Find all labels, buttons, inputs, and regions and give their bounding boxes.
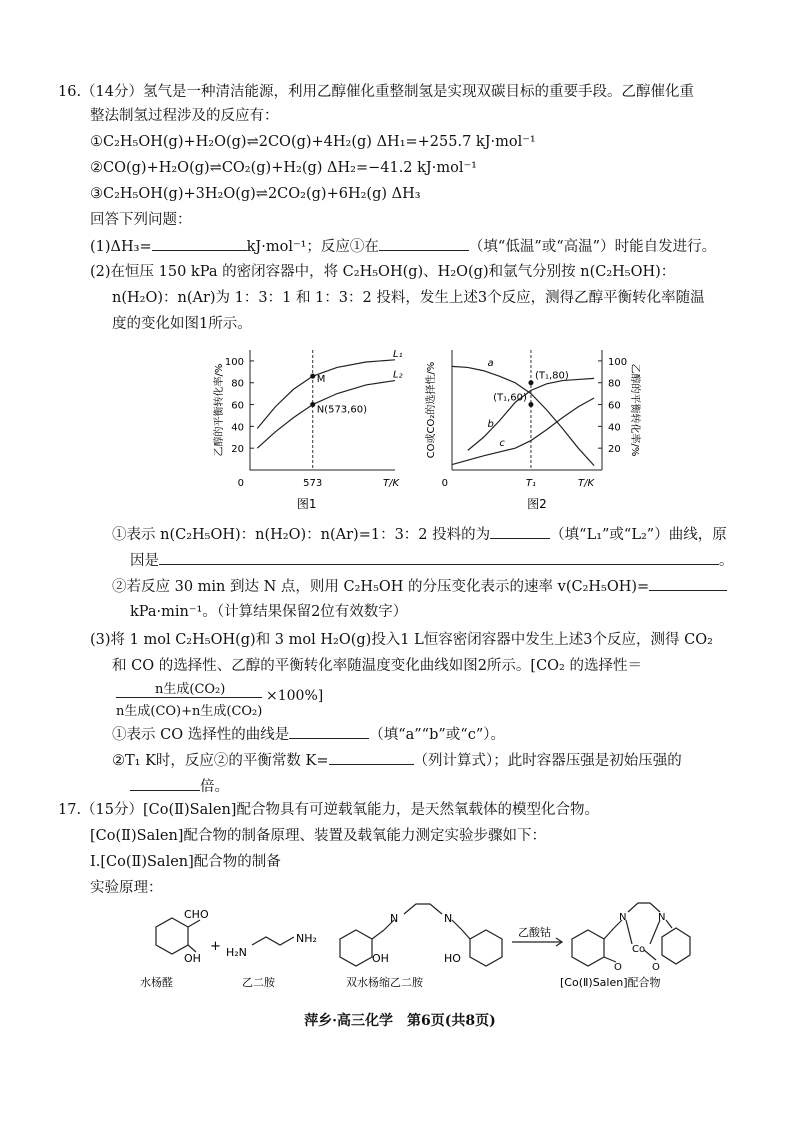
- part1-text-c: （填“低温”或“高温”）时能自发进行。: [468, 239, 717, 255]
- sub1-text-d: 。: [719, 553, 734, 569]
- ligand-oh: OH: [372, 952, 389, 965]
- x-tick-label: T₁: [525, 478, 537, 489]
- q17-line3: Ⅰ.[Co(Ⅱ)Salen]配合物的制备: [90, 854, 281, 870]
- reaction-3: ③C₂H₅OH(g)+3H₂O(g)⇌2CO₂(g)+6H₂(g) ΔH₃: [90, 186, 421, 202]
- ligand-n-right: N: [444, 912, 453, 925]
- y-tick-label-right: 60: [608, 400, 621, 412]
- series-1-line: [257, 360, 395, 429]
- y-tick-label-right: 100: [608, 356, 628, 368]
- sub2-text-a: ②若反应 30 min 到达 N 点，则用 C₂H₅OH 的分压变化表示的速率 v(C₂H₅OH)=: [112, 579, 650, 595]
- complex-n-right: N: [658, 912, 666, 923]
- sub3-line3: [130, 776, 229, 797]
- answer-blank-temp[interactable]: [379, 236, 469, 251]
- sub3-line1: [112, 724, 505, 745]
- series-a-line: [452, 366, 594, 465]
- figure-2-title: 图2: [527, 497, 547, 511]
- complex-ring-left: [572, 930, 604, 966]
- point-1: [528, 380, 533, 385]
- complex-co: Co: [632, 944, 646, 955]
- x-tick-label: 573: [303, 478, 323, 489]
- name-complex: [Co(Ⅱ)Salen]配合物: [560, 976, 661, 989]
- name-ethylenediamine: 乙二胺: [242, 976, 275, 989]
- x-axis-label: T/K: [578, 478, 595, 489]
- name-ligand: 双水杨缩乙二胺: [346, 976, 423, 989]
- ligand-n-left: N: [390, 912, 399, 925]
- sub1-text-b: （填“L₁”或“L₂”）曲线，原: [550, 527, 727, 543]
- arrow-reagent: 乙酸钴: [518, 926, 551, 939]
- complex-n-left: N: [619, 912, 627, 923]
- answer-blank-reason[interactable]: [159, 550, 719, 565]
- page-footer: 萍乡·高三化学 第6页(共8页): [304, 1013, 496, 1029]
- point-2: [528, 402, 533, 407]
- ligand-ring-right: [470, 930, 502, 966]
- q16-line2: 整法制氢过程涉及的反应有：: [90, 108, 279, 124]
- sub3-text-b: （填“a”“b”或“c”）。: [369, 727, 505, 743]
- q16-line1: 16.（14分）氢气是一种清洁能源，利用乙醇催化重整制氢是实现双碳目标的重要手段。乙醇催化重: [58, 84, 695, 100]
- part2-line1: (2)在恒压 150 kPa 的密闭容器中，将 C₂H₅OH(g)、H₂O(g)和氩气分别按 n(C₂H₅OH)：: [90, 264, 676, 280]
- sub3-text-e: 倍。: [200, 779, 229, 795]
- series-b-label: b: [487, 419, 494, 431]
- sub2-line1: [112, 576, 727, 597]
- salicylaldehyde-ring: [156, 918, 188, 954]
- part2-line3: 度的变化如图1所示。: [112, 316, 252, 332]
- part1-text-a: (1)ΔH₃=: [90, 239, 152, 255]
- y-tick-label: 100: [224, 356, 244, 368]
- series-a-label: a: [487, 358, 494, 370]
- sub1-line1: [112, 524, 727, 545]
- point-label: N(573,60): [316, 404, 367, 416]
- q17-line2: [Co(Ⅱ)Salen]配合物的制备原理、装置及载氧能力测定实验步骤如下：: [90, 828, 546, 844]
- part3-line2: 和 CO 的选择性、乙醇的平衡转化率随温度变化曲线如图2所示。[CO₂ 的选择性＝: [112, 658, 642, 674]
- answer-blank-rate[interactable]: [649, 576, 727, 591]
- sub3-line2: [112, 750, 682, 771]
- point-n: [310, 402, 315, 407]
- complex-o-left: O: [614, 962, 622, 973]
- origin-label: 0: [237, 478, 244, 489]
- x-axis-label: T/K: [383, 478, 400, 489]
- ligand-ho: HO: [444, 952, 461, 965]
- salen-synthesis-scheme: [120, 900, 700, 1000]
- sub1-text-a: ①表示 n(C₂H₅OH)：n(H₂O)：n(Ar)=1：3：2 投料的为: [112, 527, 491, 543]
- answer-blank-k[interactable]: [329, 750, 414, 765]
- y-tick-label: 20: [231, 444, 244, 456]
- series-c-line: [452, 398, 594, 465]
- y-tick-label-right: 20: [608, 444, 621, 456]
- nh2-label: NH₂: [296, 932, 317, 945]
- oh-label: OH: [184, 952, 201, 965]
- fraction-numerator: n生成(CO₂): [155, 682, 226, 697]
- reaction-2: ②CO(g)+H₂O(g)⇌CO₂(g)+H₂(g) ΔH₂=−41.2 kJ·mol⁻¹: [90, 160, 477, 176]
- point-label: (T₁,80): [534, 370, 569, 382]
- sub1-line2: [130, 550, 734, 571]
- figure-1-chart: [190, 340, 420, 530]
- answer-prompt: 回答下列问题：: [90, 212, 192, 228]
- answer-blank-co-curve[interactable]: [289, 724, 369, 739]
- point-label: M: [316, 374, 326, 386]
- series-2-label: L₂: [393, 369, 403, 381]
- answer-blank-pressure[interactable]: [130, 776, 200, 791]
- ligand-ring-left: [340, 930, 372, 966]
- name-salicylaldehyde: 水杨醛: [140, 976, 173, 989]
- reaction-1: ①C₂H₅OH(g)+H₂O(g)⇌2CO(g)+4H₂(g) ΔH₁=+255.7 kJ·mol⁻¹: [90, 134, 536, 150]
- series-1-label: L₁: [393, 348, 403, 360]
- part1-text-b: kJ·mol⁻¹；反应①在: [246, 239, 379, 255]
- sub3-text-a: ①表示 CO 选择性的曲线是: [112, 727, 290, 743]
- part3-line1: (3)将 1 mol C₂H₅OH(g)和 3 mol H₂O(g)投入1 L恒容密闭容器中发生上述3个反应，测得 CO₂: [90, 632, 713, 648]
- answer-blank-curve[interactable]: [490, 524, 550, 539]
- series-c-label: c: [499, 438, 505, 449]
- fraction-multiplier: ×100%]: [266, 688, 324, 704]
- figure-2-chart: [412, 340, 652, 530]
- y-axis-label-right: 乙醇的平衡转化率/%: [629, 363, 640, 457]
- complex-ring-right: [662, 928, 690, 964]
- sub3-text-c: ②T₁ K时，反应②的平衡常数 K=: [112, 753, 329, 769]
- point-label: (T₁,60): [493, 392, 527, 404]
- complex-o-right: O: [652, 962, 660, 973]
- y-tick-label-right: 40: [608, 422, 621, 434]
- y-tick-label: 80: [231, 378, 244, 390]
- q17-line4: 实验原理：: [90, 880, 163, 896]
- y-tick-label-right: 80: [608, 378, 621, 390]
- y-axis-label-left: CO或CO₂的选择性/%: [426, 361, 437, 459]
- cho-label: CHO: [184, 908, 209, 921]
- plus-sign: +: [210, 939, 221, 954]
- sub1-text-c: 因是: [130, 553, 159, 569]
- fraction-denominator: n生成(CO)+n生成(CO₂): [116, 704, 263, 719]
- h2n-label: H₂N: [226, 946, 247, 959]
- sub2-line2: kPa·min⁻¹。（计算结果保留2位有效数字）: [130, 604, 408, 620]
- y-tick-label: 40: [231, 422, 244, 434]
- part1: [90, 236, 716, 257]
- part2-line2: n(H₂O)：n(Ar)为 1：3：1 和 1：3：2 投料，发生上述3个反应，测得乙醇平衡转化率随温: [112, 290, 705, 306]
- point-m: [310, 374, 315, 379]
- fraction-bar: [116, 697, 262, 698]
- q17-line1: 17.（15分）[Co(Ⅱ)Salen]配合物具有可逆载氧能力，是天然氧载体的模型化合物。: [58, 802, 599, 818]
- y-axis-label: 乙醇的平衡转化率/%: [214, 363, 225, 457]
- origin-label: 0: [441, 478, 448, 489]
- y-tick-label: 60: [231, 400, 244, 412]
- sub3-text-d: （列计算式）；此时容器压强是初始压强的: [413, 753, 682, 769]
- figure-1-title: 图1: [296, 497, 317, 511]
- series-b-line: [468, 378, 594, 450]
- answer-blank-dh3[interactable]: [152, 236, 247, 251]
